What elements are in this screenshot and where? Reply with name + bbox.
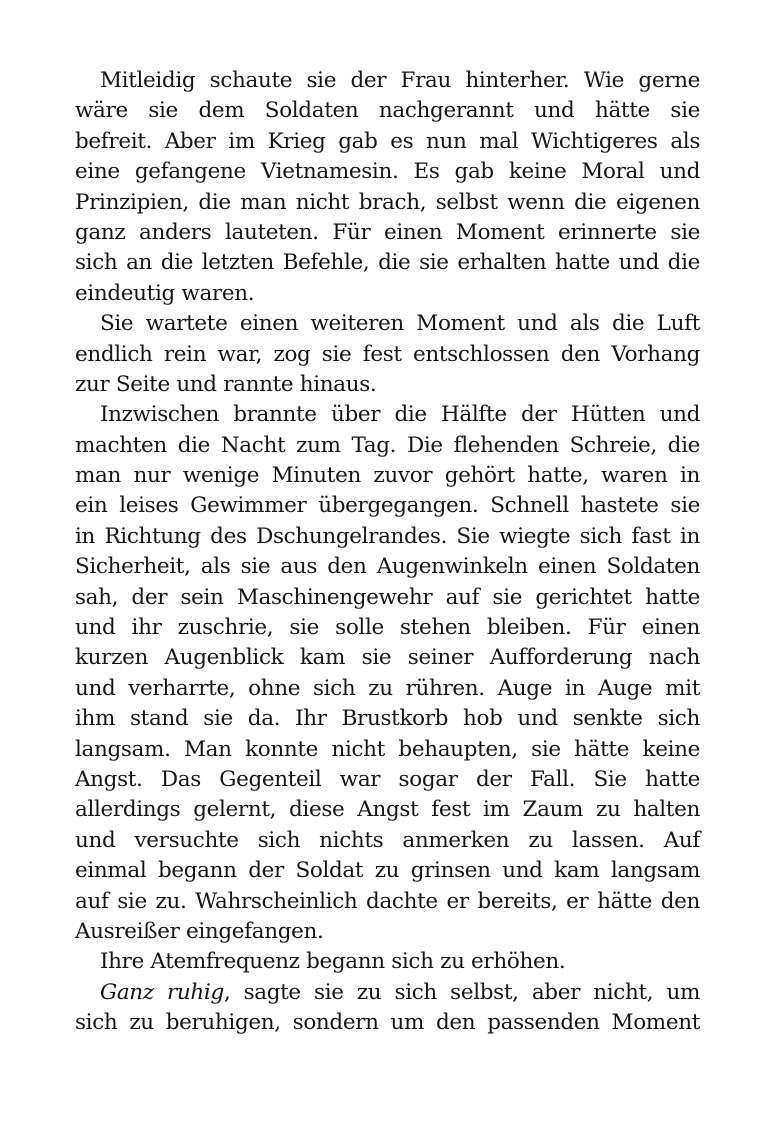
text-line: in Richtung des Dschungelrandes. Sie wiegte sich fast in [75, 523, 700, 549]
text-line: befreit. Aber im Krieg gab es nun mal Wichtigeres als [75, 128, 700, 154]
text-line: Ihre Atemfrequenz begann sich zu erhöhen. [100, 949, 566, 975]
text-line: ihm stand sie da. Ihr Brustkorb hob und senkte sich [75, 706, 700, 732]
text-line: endlich rein war, zog sie fest entschlossen den Vorhang [75, 341, 700, 367]
text-line: sah, der sein Maschinengewehr auf sie gerichtet hatte [75, 584, 700, 610]
italic-phrase: Ganz ruhig [100, 979, 224, 1005]
text-line: man nur wenige Minuten zuvor gehört hatte, waren in [75, 463, 700, 489]
text-line: Prinzipien, die man nicht brach, selbst wenn die eigenen [75, 189, 700, 215]
text-line: zur Seite und rannte hinaus. [75, 371, 377, 397]
text-line: sich an die letzten Befehle, die sie erhalten hatte und die [75, 250, 700, 276]
text-line-rest: , sagte sie zu sich selbst, aber nicht, um [223, 979, 700, 1005]
text-line: Ausreißer eingefangen. [75, 918, 324, 944]
text-line: ein leises Gewimmer übergegangen. Schnell hastete sie [75, 493, 700, 519]
text-line: kurzen Augenblick kam sie seiner Aufforderung nach [75, 645, 700, 671]
text-line: Angst. Das Gegenteil war sogar der Fall. Sie hatte [75, 766, 700, 792]
text-line: langsam. Man konnte nicht behaupten, sie hätte keine [75, 736, 700, 762]
text-line: Sie wartete einen weiteren Moment und als die Luft [100, 311, 700, 337]
text-line: eindeutig waren. [75, 280, 255, 306]
book-page [75, 66, 700, 1039]
text-line: sich zu beruhigen, sondern um den passenden Moment [75, 1010, 700, 1036]
text-line: allerdings gelernt, diese Angst fest im Zaum zu halten [75, 797, 700, 823]
text-line: und versuchte sich nichts anmerken zu lassen. Auf [75, 827, 700, 853]
text-line: wäre sie dem Soldaten nachgerannt und hätte sie [75, 98, 700, 124]
text-line: auf sie zu. Wahrscheinlich dachte er bereits, er hätte den [75, 888, 700, 914]
text-line: und ihr zuschrie, sie solle stehen bleiben. Für einen [75, 615, 700, 641]
text-line: machten die Nacht zum Tag. Die flehenden Schreie, die [75, 432, 700, 458]
text-line: Mitleidig schaute sie der Frau hinterher. Wie gerne [100, 68, 700, 93]
text-line: und verharrte, ohne sich zu rühren. Auge in Auge mit [75, 675, 700, 701]
text-line: eine gefangene Vietnamesin. Es gab keine Moral und [75, 159, 700, 185]
text-line: ganz anders lauteten. Für einen Moment erinnerte sie [75, 219, 700, 245]
text-line: einmal begann der Soldat zu grinsen und kam langsam [75, 858, 700, 884]
text-line: Sicherheit, als sie aus den Augenwinkeln einen Soldaten [75, 554, 700, 580]
text-line: Inzwischen brannte über die Hälfte der Hütten und [100, 402, 700, 428]
text-line [75, 978, 700, 1008]
